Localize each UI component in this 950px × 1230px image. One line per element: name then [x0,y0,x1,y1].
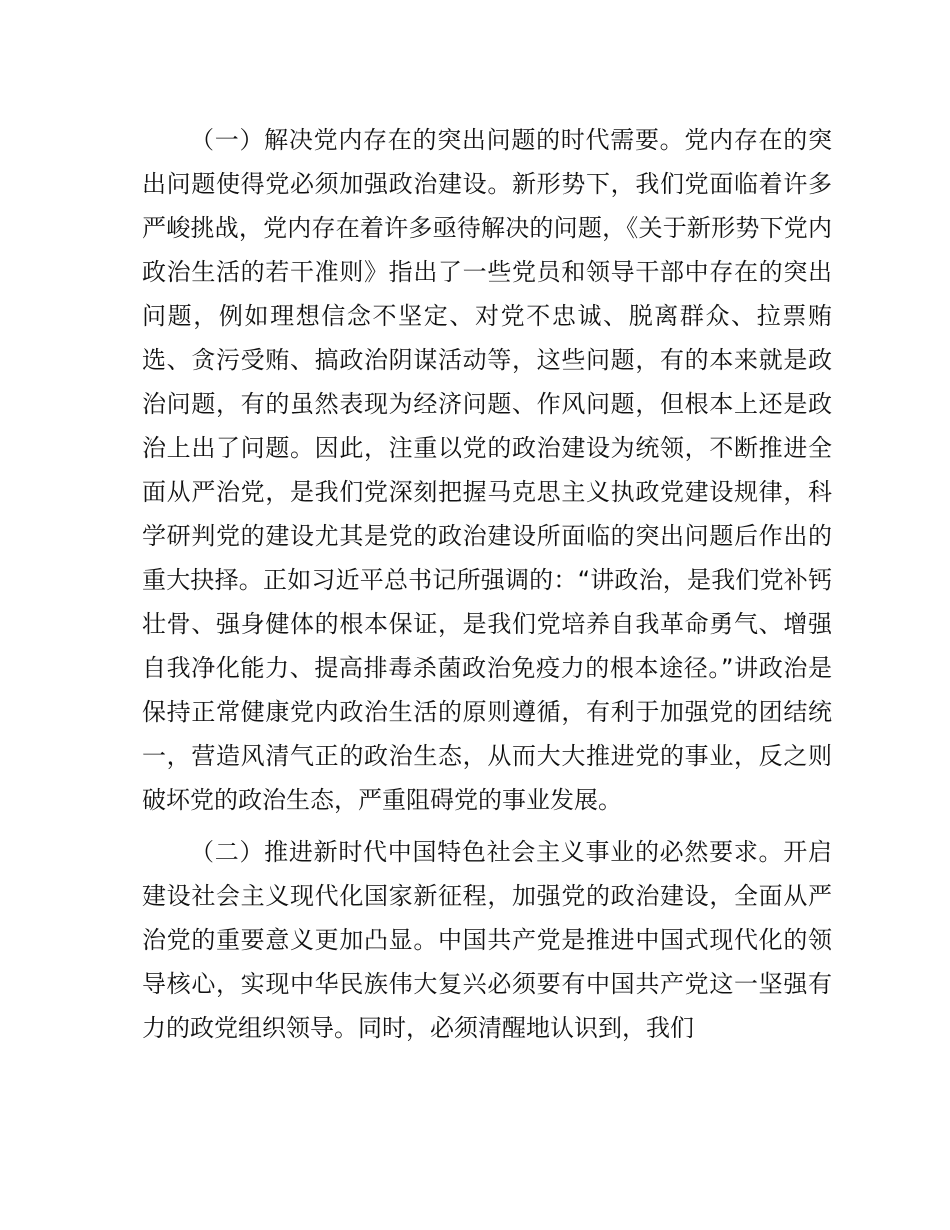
paragraph-section-one: （一）解决党内存在的突出问题的时代需要。党内存在的突出问题使得党必须加强政治建设。新形势下，我们党面临着许多严峻挑战，党内存在着许多亟待解决的问题，《关于新形势下党内政治生活的若干准则》指出了一些党员和领导干部中存在的突出问题，例如理想信念不坚定、对党不忠诚、脱离群众、拉票贿选、贪污受贿、搞政治阴谋活动等，这些问题，有的本来就是政治问题，有的虽然表现为经济问题、作风问题，但根本上还是政治上出了问题。因此，注重以党的政治建设为统领，不断推进全面从严治党，是我们党深刻把握马克思主义执政党建设规律，科学研判党的建设尤其是党的政治建设所面临的突出问题后作出的重大抉择。正如习近平总书记所强调的：“讲政治，是我们党补钙壮骨、强身健体的根本保证，是我们党培养自我革命勇气、增强自我净化能力、提高排毒杀菌政治免疫力的根本途径。”讲政治是保持正常健康党内政治生活的原则遵循，有利于加强党的团结统一，营造风清气正的政治生态，从而大大推进党的事业，反之则破坏党的政治生态，严重阻碍党的事业发展。 [142,126,832,814]
paragraph-section-two: （二）推进新时代中国特色社会主义事业的必然要求。开启建设社会主义现代化国家新征程，加强党的政治建设，全面从严治党的重要意义更加凸显。中国共产党是推进中国式现代化的领导核心，实现中华民族伟大复兴必须要有中国共产党这一坚强有力的政党组织领导。同时，必须清醒地认识到，我们 [142,838,832,1042]
document-body [142,118,832,1050]
